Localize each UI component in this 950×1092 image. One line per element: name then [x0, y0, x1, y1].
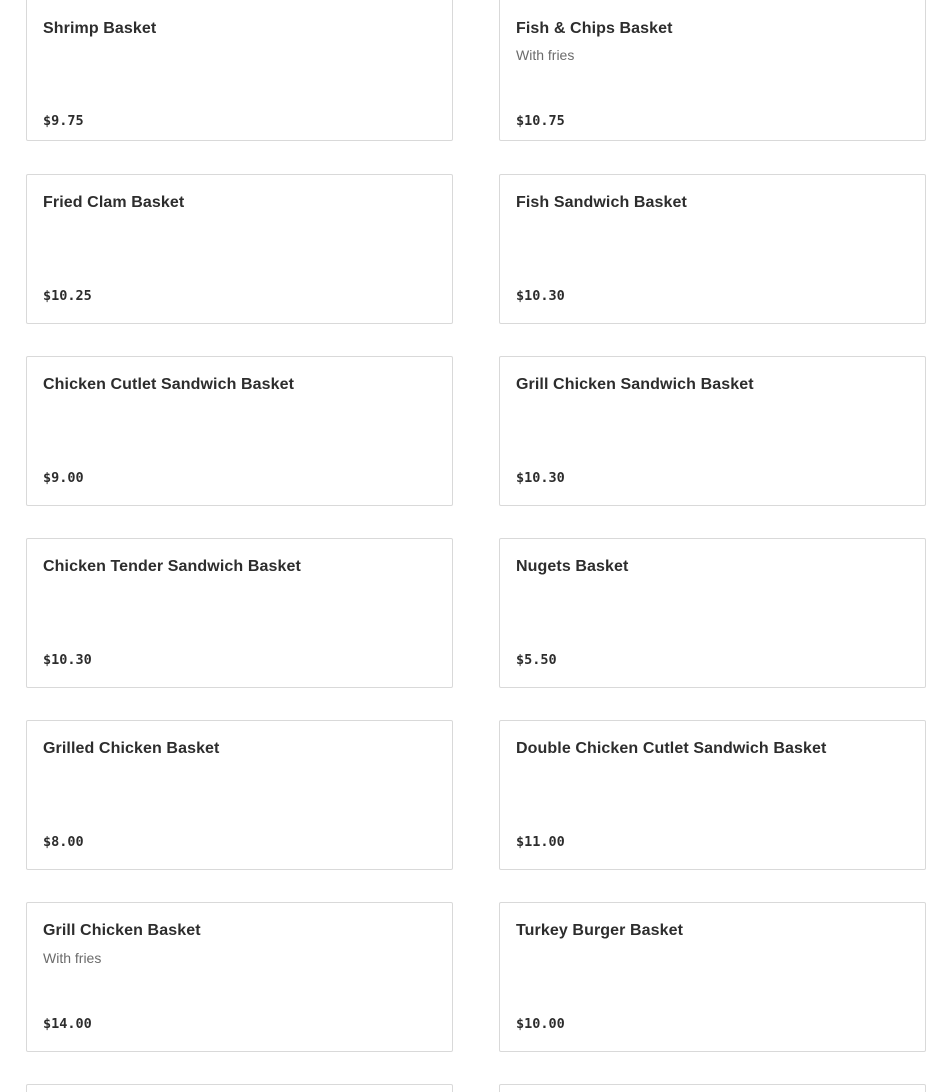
menu-item-name: Grilled Chicken Basket [43, 740, 220, 757]
menu-item-description: With fries [43, 950, 102, 966]
menu-item-name: Turkey Burger Basket [516, 922, 684, 939]
menu-item-price: $5.50 [516, 652, 557, 668]
menu-item-card-fish-chips-basket[interactable] [499, 0, 926, 141]
menu-item-card-partial[interactable] [499, 1084, 926, 1092]
menu-item-name: Chicken Cutlet Sandwich Basket [43, 376, 295, 393]
menu-item-price: $10.75 [516, 113, 565, 129]
menu-item-price: $10.25 [43, 288, 92, 304]
menu-item-price: $14.00 [43, 1016, 92, 1032]
menu-item-card-grilled-chicken-basket[interactable] [26, 720, 453, 870]
menu-item-card-partial[interactable] [26, 1084, 453, 1092]
menu-item-name: Nugets Basket [516, 558, 629, 575]
menu-item-price: $11.00 [516, 834, 565, 850]
menu-item-price: $10.00 [516, 1016, 565, 1032]
menu-item-price: $10.30 [43, 652, 92, 668]
menu-item-card-chicken-tender-sandwich-basket[interactable] [26, 538, 453, 688]
menu-item-card-double-chicken-cutlet-sandwich-basket[interactable] [499, 720, 926, 870]
menu-item-name: Fish Sandwich Basket [516, 194, 687, 211]
menu-item-card-fried-clam-basket[interactable] [26, 174, 453, 324]
menu-item-price: $8.00 [43, 834, 84, 850]
menu-item-name: Fried Clam Basket [43, 194, 185, 211]
menu-item-price: $9.00 [43, 470, 84, 486]
menu-item-name: Double Chicken Cutlet Sandwich Basket [516, 740, 827, 757]
menu-item-name: Chicken Tender Sandwich Basket [43, 558, 301, 575]
menu-item-price: $9.75 [43, 113, 84, 129]
menu-item-card-turkey-burger-basket[interactable] [499, 902, 926, 1052]
menu-item-card-nugets-basket[interactable] [499, 538, 926, 688]
menu-item-card-shrimp-basket[interactable] [26, 0, 453, 141]
menu-item-name: Grill Chicken Basket [43, 922, 201, 939]
menu-item-price: $10.30 [516, 288, 565, 304]
menu-item-card-fish-sandwich-basket[interactable] [499, 174, 926, 324]
menu-item-card-chicken-cutlet-sandwich-basket[interactable] [26, 356, 453, 506]
menu-item-name: Fish & Chips Basket [516, 20, 673, 37]
menu-item-name: Grill Chicken Sandwich Basket [516, 376, 754, 393]
menu-item-name: Shrimp Basket [43, 20, 157, 37]
menu-item-card-grill-chicken-sandwich-basket[interactable] [499, 356, 926, 506]
menu-item-price: $10.30 [516, 470, 565, 486]
menu-item-description: With fries [516, 47, 575, 63]
menu-item-card-grill-chicken-basket[interactable] [26, 902, 453, 1052]
